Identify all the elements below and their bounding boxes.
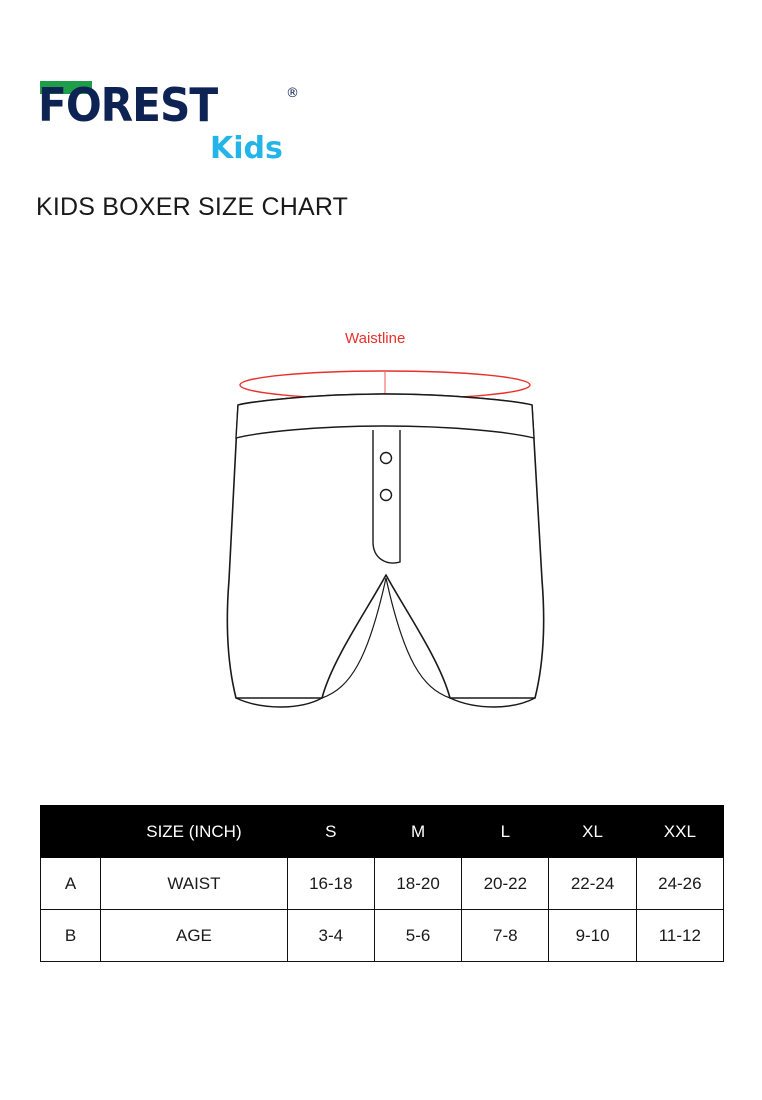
table-row <box>41 910 724 962</box>
brand-subwordmark: Kids <box>210 131 283 166</box>
page-title: KIDS BOXER SIZE CHART <box>36 193 349 221</box>
cell-waist-s: 16-18 <box>287 858 374 910</box>
boxer-line-drawing-icon <box>190 330 580 730</box>
size-table <box>40 805 724 962</box>
cell-age-xl: 9-10 <box>549 910 636 962</box>
cell-age-l: 7-8 <box>462 910 549 962</box>
table-header-row <box>41 806 724 858</box>
cell-age-s: 3-4 <box>287 910 374 962</box>
size-table-head <box>41 806 724 858</box>
brand-wordmark: FOREST <box>38 78 218 132</box>
cell-waist-xl: 22-24 <box>549 858 636 910</box>
header-cell-s: S <box>287 806 374 858</box>
brand-logo-primary <box>38 78 338 134</box>
header-cell-mark <box>41 806 101 858</box>
cell-age-xxl: 11-12 <box>636 910 723 962</box>
row-label: WAIST <box>101 858 288 910</box>
cell-waist-l: 20-22 <box>462 858 549 910</box>
row-label: AGE <box>101 910 288 962</box>
cell-waist-xxl: 24-26 <box>636 858 723 910</box>
size-table-body <box>41 858 724 962</box>
waistline-label: Waistline <box>345 330 406 347</box>
header-cell-measure: SIZE (INCH) <box>101 806 288 858</box>
brand-logo <box>38 78 338 166</box>
header-cell-m: M <box>374 806 461 858</box>
cell-waist-m: 18-20 <box>374 858 461 910</box>
cell-age-m: 5-6 <box>374 910 461 962</box>
boxer-illustration <box>190 330 580 730</box>
header-cell-l: L <box>462 806 549 858</box>
header-cell-xxl: XXL <box>636 806 723 858</box>
row-mark: A <box>41 858 101 910</box>
row-mark: B <box>41 910 101 962</box>
header-cell-xl: XL <box>549 806 636 858</box>
registered-trademark-icon: ® <box>286 86 299 101</box>
table-row <box>41 858 724 910</box>
